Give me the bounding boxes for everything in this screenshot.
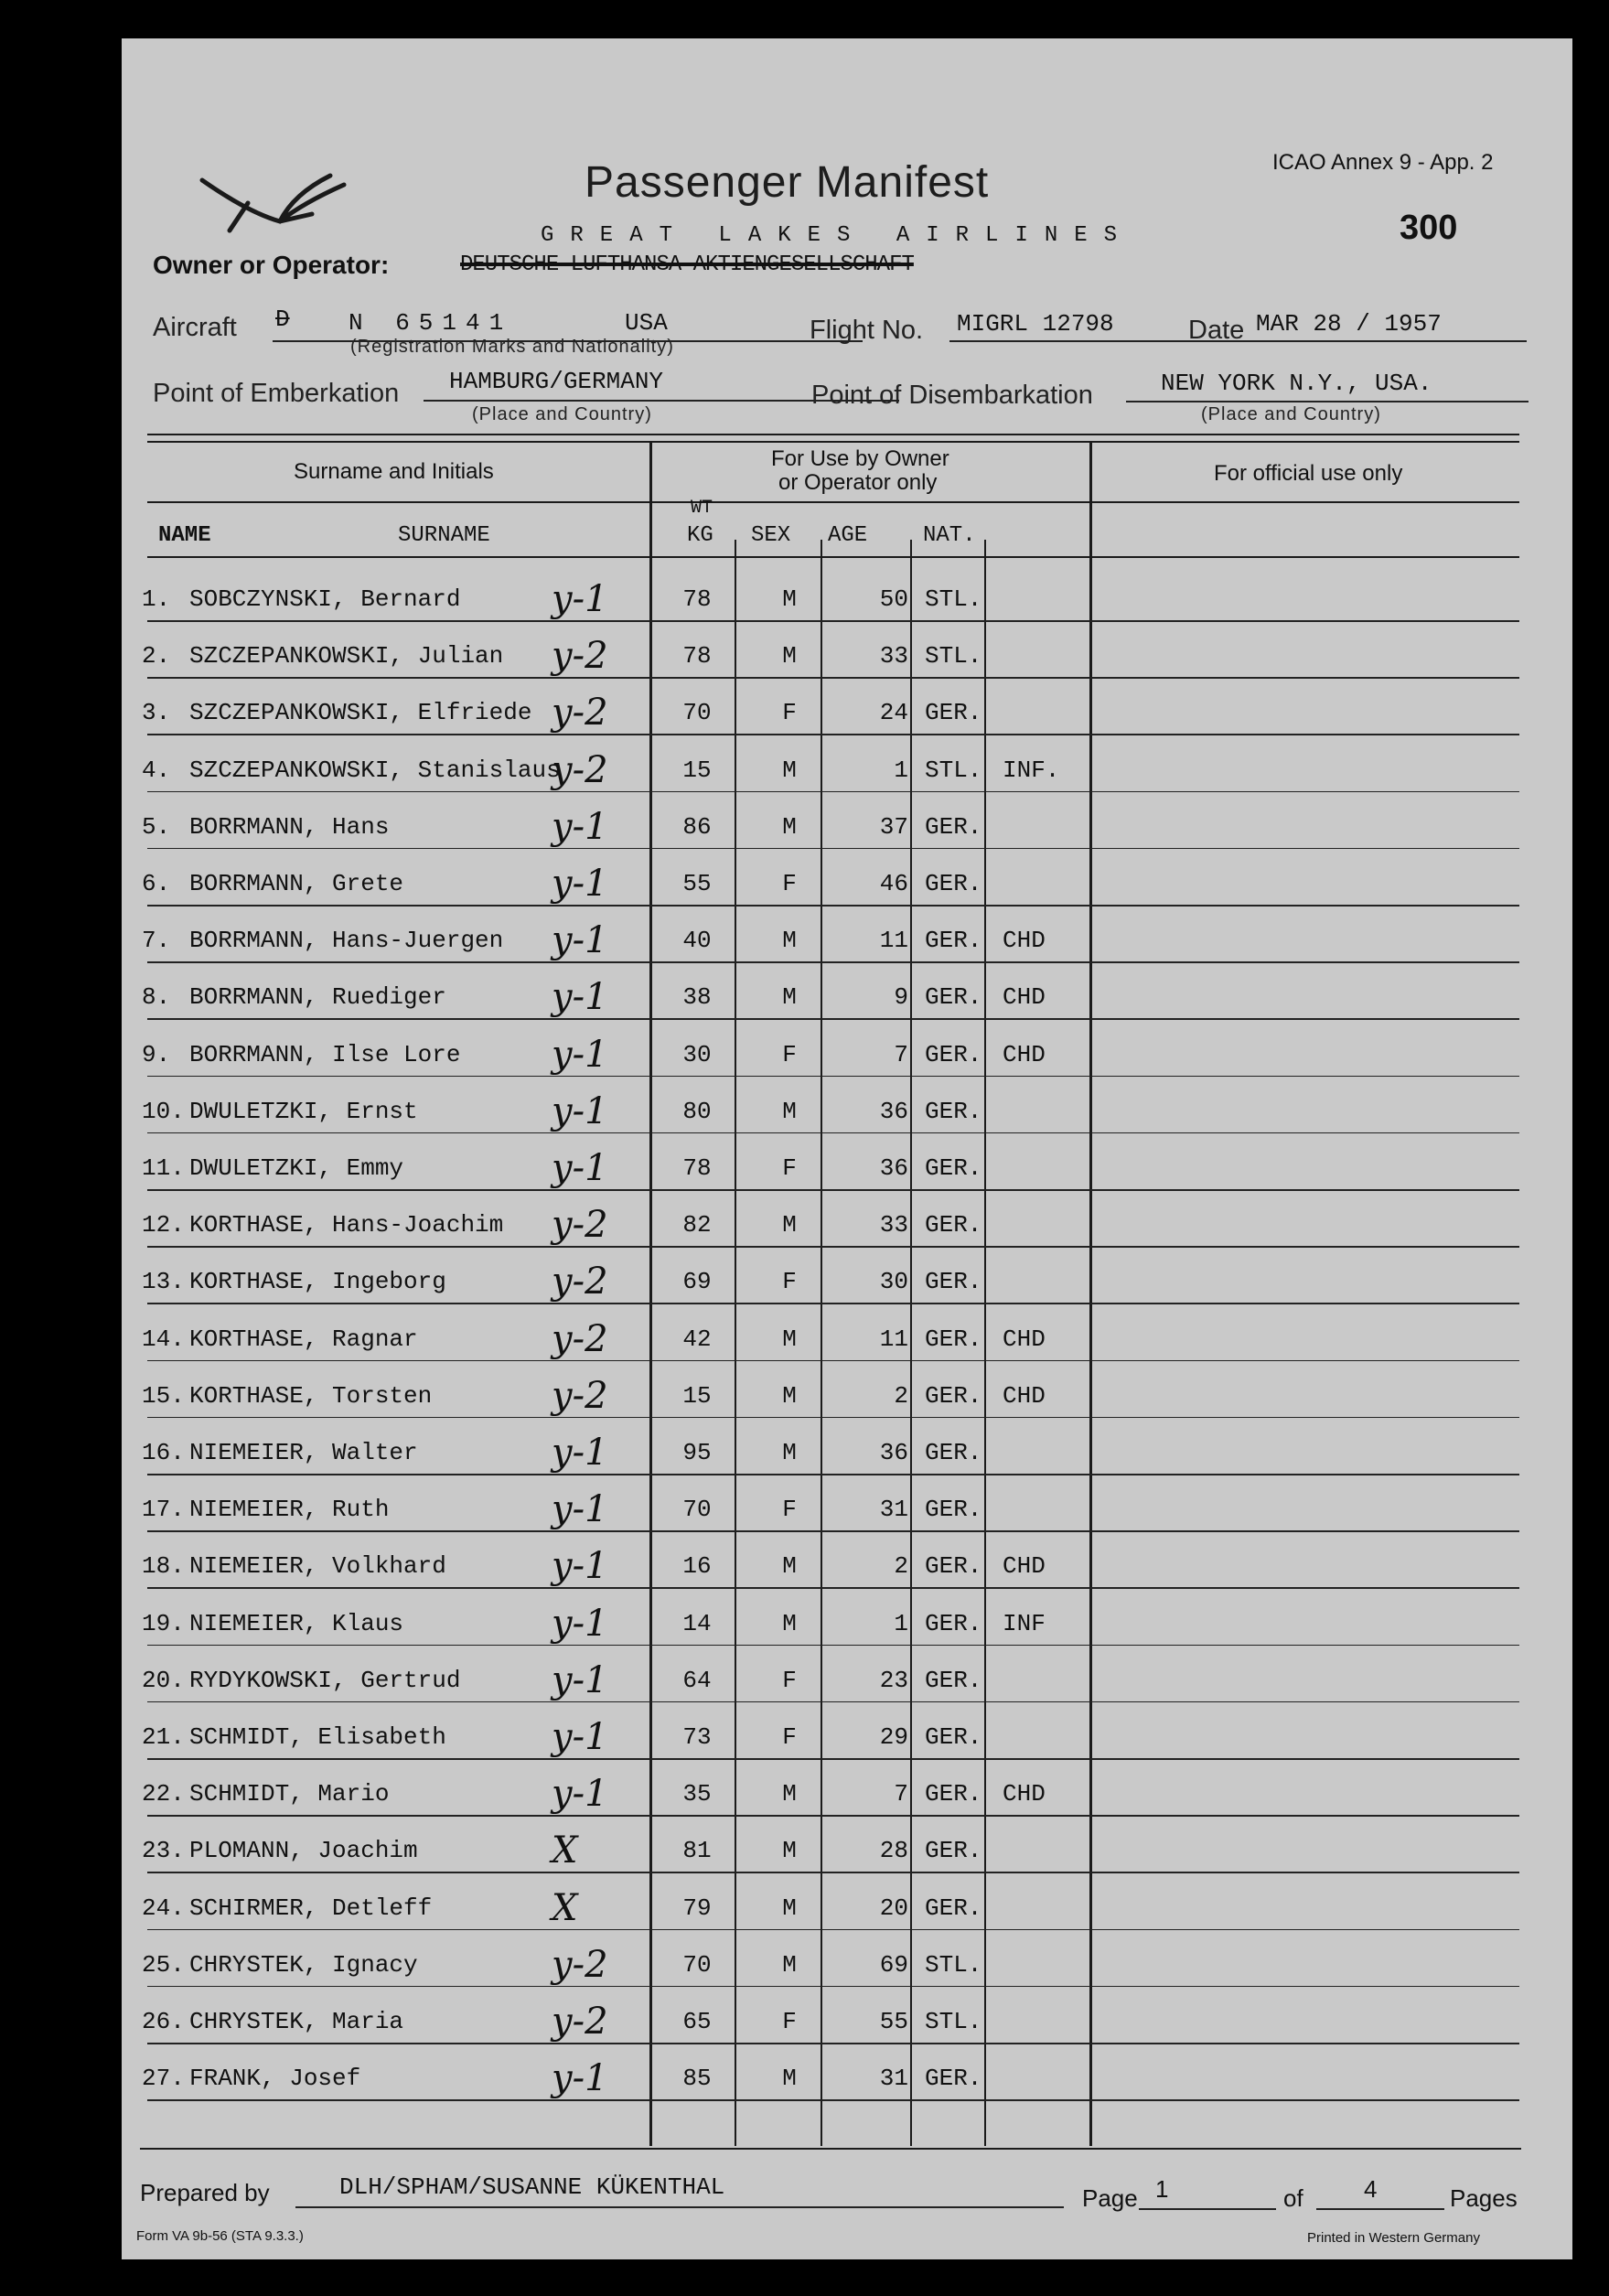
passenger-nationality: GER. (925, 1552, 982, 1581)
passenger-age: 23 (879, 1666, 908, 1694)
row-divider (147, 1986, 1519, 1988)
passenger-weight: 65 (682, 2008, 712, 2035)
passenger-name: FRANK, Josef (189, 2065, 361, 2093)
passenger-nationality: GER. (925, 1097, 982, 1125)
row-divider (147, 791, 1519, 793)
passenger-weight: 55 (682, 870, 712, 897)
passenger-number: 3. (142, 699, 171, 727)
disembarkation-value: NEW YORK N.Y., USA. (1161, 370, 1432, 397)
table-row (122, 2001, 1572, 2065)
row-divider (147, 620, 1519, 622)
row-divider (147, 1530, 1519, 1532)
pages-label: Pages (1450, 2184, 1518, 2212)
passenger-name: SCHIRMER, Detleff (189, 1894, 433, 1922)
passenger-sex: M (782, 756, 797, 784)
row-divider (147, 1189, 1519, 1191)
surname-initials-header: Surname and Initials (294, 459, 494, 484)
check-mark: y-1 (552, 1147, 608, 1189)
table-row (122, 863, 1572, 927)
passenger-remark: CHD (1003, 1381, 1046, 1410)
passenger-number: 25. (142, 1950, 185, 1979)
passenger-nationality: GER. (925, 1154, 982, 1182)
passenger-name: CHRYSTEK, Ignacy (189, 1950, 418, 1979)
passenger-age: 33 (879, 642, 908, 671)
check-mark: X (552, 1829, 578, 1872)
table-row (122, 1317, 1572, 1382)
passenger-nationality: GER. (925, 1723, 982, 1751)
check-mark: y-1 (552, 1488, 608, 1531)
passenger-sex: M (782, 2065, 797, 2093)
table-row (122, 805, 1572, 870)
check-mark: y-2 (552, 748, 608, 791)
table-row (122, 1545, 1572, 1609)
passenger-name: RYDYKOWSKI, Gertrud (189, 1666, 461, 1694)
table-row (122, 1886, 1572, 1951)
passenger-weight: 38 (682, 983, 712, 1012)
passenger-nationality: STL. (925, 642, 982, 671)
passenger-age: 69 (879, 1950, 908, 1979)
passenger-name: KORTHASE, Ingeborg (189, 1268, 446, 1296)
passenger-age: 1 (894, 1609, 908, 1637)
row-divider (147, 677, 1519, 679)
passenger-age: 20 (879, 1894, 908, 1922)
embarkation-value: HAMBURG/GERMANY (449, 368, 664, 395)
table-row (122, 748, 1572, 813)
row-divider (147, 905, 1519, 907)
passenger-weight: 70 (682, 1496, 712, 1524)
check-mark: y-2 (552, 1204, 608, 1247)
passenger-age: 50 (879, 585, 908, 613)
passenger-nationality: GER. (925, 1609, 982, 1637)
form-number: 300 (1400, 209, 1458, 247)
passenger-age: 11 (879, 1325, 908, 1353)
passenger-sex: M (782, 1609, 797, 1637)
passenger-number: 6. (142, 870, 171, 897)
passenger-age: 36 (879, 1097, 908, 1125)
prepared-by-label: Prepared by (140, 2179, 270, 2206)
passenger-remark: CHD (1003, 1780, 1046, 1808)
row-divider (147, 1929, 1519, 1931)
passenger-weight: 16 (682, 1552, 712, 1581)
passenger-sex: M (782, 927, 797, 955)
passenger-name: SZCZEPANKOWSKI, Stanislaus (189, 756, 561, 784)
passenger-weight: 86 (682, 812, 712, 841)
passenger-weight: 81 (682, 1837, 712, 1865)
passenger-name: BORRMANN, Hans (189, 812, 390, 841)
passenger-nationality: GER. (925, 1268, 982, 1296)
passenger-remark: CHD (1003, 927, 1046, 955)
check-mark: y-1 (552, 578, 608, 620)
row-divider (147, 1587, 1519, 1589)
passenger-sex: M (782, 1097, 797, 1125)
passenger-weight: 70 (682, 1950, 712, 1979)
passenger-number: 11. (142, 1154, 185, 1182)
passenger-sex: F (782, 1666, 797, 1694)
table-row (122, 1261, 1572, 1325)
nat-column-header: NAT. (923, 523, 976, 548)
row-divider (147, 1076, 1519, 1078)
owner-label: Owner or Operator: (153, 251, 390, 279)
passenger-number: 19. (142, 1609, 185, 1637)
passenger-number: 14. (142, 1325, 185, 1353)
page-label: Page (1082, 2184, 1138, 2212)
wt-column-header: WT (691, 498, 713, 519)
passenger-sex: F (782, 1496, 797, 1524)
passenger-name: CHRYSTEK, Maria (189, 2008, 404, 2035)
passenger-remark: CHD (1003, 1552, 1046, 1581)
crane-logo-icon (193, 157, 349, 240)
passenger-nationality: GER. (925, 1211, 982, 1239)
passenger-age: 7 (894, 1780, 908, 1808)
table-row (122, 578, 1572, 642)
passenger-name: NIEMEIER, Klaus (189, 1609, 404, 1637)
page-title: Passenger Manifest (585, 158, 990, 207)
passenger-number: 12. (142, 1211, 185, 1239)
passenger-weight: 78 (682, 585, 712, 613)
table-row (122, 692, 1572, 756)
printed-notice: Printed in Western Germany (1307, 2230, 1480, 2246)
passenger-sex: M (782, 1950, 797, 1979)
passenger-weight: 78 (682, 642, 712, 671)
passenger-number: 7. (142, 927, 171, 955)
passenger-nationality: GER. (925, 927, 982, 955)
flight-label: Flight No. (810, 316, 924, 345)
passenger-weight: 78 (682, 1154, 712, 1182)
passenger-remark: INF (1003, 1609, 1046, 1637)
passenger-age: 37 (879, 812, 908, 841)
passenger-name: NIEMEIER, Walter (189, 1439, 418, 1466)
row-divider (147, 961, 1519, 963)
passenger-age: 30 (879, 1268, 908, 1296)
date-label: Date (1188, 316, 1245, 345)
passenger-nationality: GER. (925, 870, 982, 897)
check-mark: y-1 (552, 1545, 608, 1588)
passenger-name: BORRMANN, Ilse Lore (189, 1040, 461, 1068)
row-divider (147, 2099, 1519, 2101)
passenger-number: 10. (142, 1097, 185, 1125)
check-mark: y-1 (552, 1602, 608, 1645)
check-mark: y-1 (552, 1033, 608, 1076)
check-mark: y-2 (552, 1261, 608, 1304)
passenger-nationality: GER. (925, 983, 982, 1012)
row-divider (147, 2043, 1519, 2044)
passenger-weight: 15 (682, 1381, 712, 1410)
check-mark: y-1 (552, 919, 608, 962)
passenger-name: KORTHASE, Torsten (189, 1381, 433, 1410)
row-divider (147, 1018, 1519, 1020)
passenger-name: NIEMEIER, Volkhard (189, 1552, 446, 1581)
passenger-name: DWULETZKI, Emmy (189, 1154, 404, 1182)
check-mark: y-1 (552, 1716, 608, 1758)
check-mark: y-1 (552, 1658, 608, 1701)
kg-column-header: KG (687, 523, 713, 548)
flight-number: MIGRL 12798 (957, 310, 1114, 338)
passenger-nationality: GER. (925, 699, 982, 727)
passenger-name: KORTHASE, Ragnar (189, 1325, 418, 1353)
passenger-sex: M (782, 1552, 797, 1581)
passenger-number: 4. (142, 756, 171, 784)
passenger-nationality: GER. (925, 812, 982, 841)
check-mark: y-2 (552, 635, 608, 678)
passenger-number: 8. (142, 983, 171, 1012)
passenger-nationality: GER. (925, 1894, 982, 1922)
passenger-sex: M (782, 1837, 797, 1865)
owner-use-header-2: or Operator only (778, 470, 938, 495)
row-divider (147, 848, 1519, 850)
check-mark: y-1 (552, 2057, 608, 2100)
operator-name: GREAT LAKES AIRLINES (541, 223, 1134, 248)
official-use-header: For official use only (1214, 461, 1403, 486)
form-identifier: Form VA 9b-56 (STA 9.3.3.) (136, 2228, 304, 2244)
passenger-number: 22. (142, 1780, 185, 1808)
passenger-number: 26. (142, 2008, 185, 2035)
row-divider (147, 1303, 1519, 1304)
check-mark: y-1 (552, 1773, 608, 1816)
passenger-sex: M (782, 1894, 797, 1922)
passenger-number: 18. (142, 1552, 185, 1581)
check-mark: y-2 (552, 1374, 608, 1417)
passenger-number: 16. (142, 1439, 185, 1466)
passenger-sex: M (782, 1439, 797, 1466)
passenger-nationality: GER. (925, 1381, 982, 1410)
passenger-weight: 70 (682, 699, 712, 727)
passenger-age: 31 (879, 2065, 908, 2093)
passenger-name: SCHMIDT, Elisabeth (189, 1723, 446, 1751)
table-row (122, 1033, 1572, 1098)
passenger-name: BORRMANN, Grete (189, 870, 404, 897)
passenger-age: 33 (879, 1211, 908, 1239)
check-mark: y-1 (552, 863, 608, 905)
passenger-name: PLOMANN, Joachim (189, 1837, 418, 1865)
passenger-name: SZCZEPANKOWSKI, Julian (189, 642, 504, 671)
disembarkation-label: Point of Disembarkation (811, 381, 1093, 410)
passenger-sex: F (782, 1040, 797, 1068)
passenger-sex: F (782, 870, 797, 897)
passenger-weight: 82 (682, 1211, 712, 1239)
passenger-number: 5. (142, 812, 171, 841)
passenger-number: 2. (142, 642, 171, 671)
passenger-age: 28 (879, 1837, 908, 1865)
passenger-nationality: GER. (925, 1439, 982, 1466)
row-divider (147, 1246, 1519, 1248)
passenger-nationality: GER. (925, 1837, 982, 1865)
passenger-name: KORTHASE, Hans-Joachim (189, 1211, 504, 1239)
passenger-name: SOBCZYNSKI, Bernard (189, 585, 461, 613)
passenger-age: 2 (894, 1381, 908, 1410)
passenger-weight: 40 (682, 927, 712, 955)
passenger-nationality: GER. (925, 2065, 982, 2093)
table-row (122, 1943, 1572, 2008)
passenger-name: NIEMEIER, Ruth (189, 1496, 390, 1524)
passenger-number: 13. (142, 1268, 185, 1296)
check-mark: y-1 (552, 805, 608, 848)
passenger-sex: F (782, 699, 797, 727)
row-divider (147, 1360, 1519, 1362)
passenger-number: 15. (142, 1381, 185, 1410)
passenger-nationality: STL. (925, 1950, 982, 1979)
row-divider (147, 1645, 1519, 1647)
name-column-header: NAME (158, 523, 211, 548)
table-row (122, 1829, 1572, 1894)
passenger-age: 24 (879, 699, 908, 727)
passenger-age: 36 (879, 1439, 908, 1466)
passenger-age: 46 (879, 870, 908, 897)
passenger-number: 20. (142, 1666, 185, 1694)
operator-struck-out (460, 252, 914, 277)
passenger-number: 21. (142, 1723, 185, 1751)
check-mark: y-1 (552, 976, 608, 1019)
table-row (122, 1602, 1572, 1667)
passenger-weight: 80 (682, 1097, 712, 1125)
table-row (122, 1488, 1572, 1552)
passenger-weight: 85 (682, 2065, 712, 2093)
surname-column-header: SURNAME (398, 523, 490, 548)
passenger-number: 23. (142, 1837, 185, 1865)
disembarkation-sublabel: (Place and Country) (1201, 404, 1381, 424)
date-value: MAR 28 / 1957 (1256, 310, 1442, 338)
of-label: of (1283, 2184, 1303, 2212)
row-divider (147, 1872, 1519, 1873)
check-mark: X (552, 1886, 578, 1929)
passenger-weight: 73 (682, 1723, 712, 1751)
passenger-name: BORRMANN, Hans-Juergen (189, 927, 504, 955)
passenger-number: 24. (142, 1894, 185, 1922)
passenger-age: 7 (894, 1040, 908, 1068)
passenger-nationality: STL. (925, 585, 982, 613)
check-mark: y-2 (552, 1943, 608, 1986)
passenger-nationality: GER. (925, 1780, 982, 1808)
passenger-sex: M (782, 812, 797, 841)
table-row (122, 1147, 1572, 1211)
passenger-weight: 42 (682, 1325, 712, 1353)
passenger-age: 29 (879, 1723, 908, 1751)
passenger-remark: CHD (1003, 1325, 1046, 1353)
registration-value: N 65141 (349, 309, 513, 337)
passenger-nationality: GER. (925, 1325, 982, 1353)
check-mark: y-2 (552, 692, 608, 735)
check-mark: y-2 (552, 1317, 608, 1360)
row-divider (147, 1474, 1519, 1475)
passenger-sex: M (782, 1211, 797, 1239)
passenger-age: 1 (894, 756, 908, 784)
table-row (122, 1773, 1572, 1837)
icao-reference: ICAO Annex 9 - App. 2 (1272, 150, 1494, 175)
embarkation-sublabel: (Place and Country) (472, 404, 652, 424)
passenger-nationality: GER. (925, 1040, 982, 1068)
row-divider (147, 1815, 1519, 1817)
passenger-age: 36 (879, 1154, 908, 1182)
table-row (122, 635, 1572, 699)
passenger-sex: F (782, 1154, 797, 1182)
passenger-sex: F (782, 2008, 797, 2035)
aircraft-label: Aircraft (153, 313, 237, 342)
passenger-sex: M (782, 1381, 797, 1410)
row-divider (147, 734, 1519, 735)
passenger-nationality: STL. (925, 756, 982, 784)
passenger-sex: M (782, 983, 797, 1012)
passenger-sex: F (782, 1723, 797, 1751)
passenger-weight: 30 (682, 1040, 712, 1068)
passenger-sex: M (782, 1325, 797, 1353)
table-row (122, 2057, 1572, 2121)
total-pages: 4 (1364, 2175, 1378, 2203)
passenger-sex: F (782, 1268, 797, 1296)
passenger-sex: M (782, 1780, 797, 1808)
operator-struck-text: DEUTSCHE LUFTHANSA AKTIENGESELLSCHAFT (460, 252, 914, 277)
registration-prefix: D (275, 306, 290, 333)
check-mark: y-1 (552, 1089, 608, 1132)
page-number: 1 (1155, 2175, 1169, 2203)
prepared-by-value: DLH/SPHAM/SUSANNE KÜKENTHAL (339, 2173, 725, 2201)
manifest-sheet (122, 38, 1572, 2259)
passenger-remark: CHD (1003, 983, 1046, 1012)
passenger-number: 9. (142, 1040, 171, 1068)
table-row (122, 919, 1572, 983)
check-mark: y-1 (552, 1432, 608, 1474)
aircraft-sublabel: (Registration Marks and Nationality) (350, 337, 674, 357)
nationality-value: USA (625, 309, 668, 337)
passenger-remark: INF. (1003, 756, 1060, 784)
passenger-weight: 35 (682, 1780, 712, 1808)
passenger-sex: M (782, 642, 797, 671)
table-row (122, 1374, 1572, 1439)
embarkation-label: Point of Emberkation (153, 379, 400, 408)
passenger-number: 27. (142, 2065, 185, 2093)
passenger-age: 11 (879, 927, 908, 955)
passenger-number: 1. (142, 585, 171, 613)
passenger-name: SCHMIDT, Mario (189, 1780, 390, 1808)
table-row (122, 1204, 1572, 1268)
passenger-name: SZCZEPANKOWSKI, Elfriede (189, 699, 532, 727)
table-row (122, 1432, 1572, 1496)
passenger-age: 9 (894, 983, 908, 1012)
passenger-weight: 14 (682, 1609, 712, 1637)
passenger-age: 55 (879, 2008, 908, 2035)
row-divider (147, 1701, 1519, 1703)
passenger-weight: 95 (682, 1439, 712, 1466)
table-row (122, 1658, 1572, 1723)
passenger-name: BORRMANN, Ruediger (189, 983, 446, 1012)
owner-use-header-1: For Use by Owner (771, 446, 949, 471)
sex-column-header: SEX (751, 523, 791, 548)
passenger-weight: 79 (682, 1894, 712, 1922)
passenger-nationality: GER. (925, 1666, 982, 1694)
table-row (122, 976, 1572, 1040)
passenger-remark: CHD (1003, 1040, 1046, 1068)
age-column-header: AGE (828, 523, 868, 548)
row-divider (147, 1132, 1519, 1134)
table-row (122, 1716, 1572, 1780)
passenger-nationality: STL. (925, 2008, 982, 2035)
passenger-name: DWULETZKI, Ernst (189, 1097, 418, 1125)
passenger-weight: 69 (682, 1268, 712, 1296)
passenger-age: 2 (894, 1552, 908, 1581)
passenger-age: 31 (879, 1496, 908, 1524)
passenger-number: 17. (142, 1496, 185, 1524)
passenger-nationality: GER. (925, 1496, 982, 1524)
passenger-sex: M (782, 585, 797, 613)
table-row (122, 1089, 1572, 1154)
passenger-weight: 15 (682, 756, 712, 784)
check-mark: y-2 (552, 2001, 608, 2043)
row-divider (147, 1417, 1519, 1419)
passenger-weight: 64 (682, 1666, 712, 1694)
row-divider (147, 1758, 1519, 1760)
